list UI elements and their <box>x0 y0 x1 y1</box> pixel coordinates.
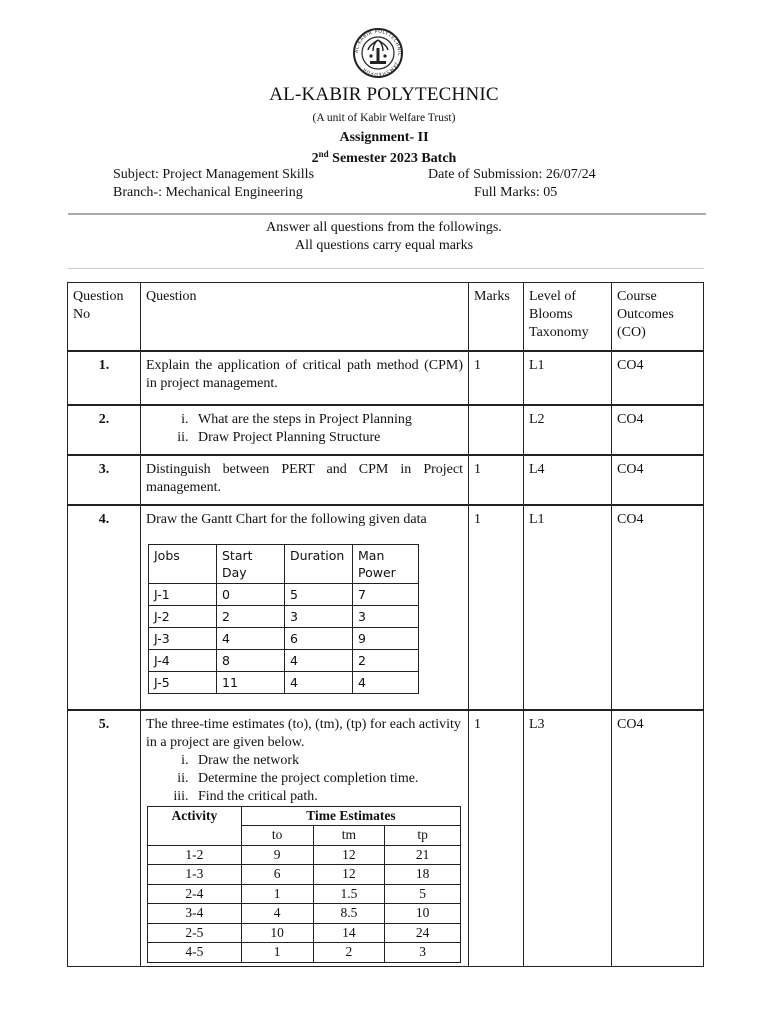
sub-item: ii. Draw Project Planning Structure <box>192 429 463 447</box>
header-question-no: Question No <box>68 283 141 351</box>
sub-item: ii. Determine the project completion time. <box>192 770 463 788</box>
question-marks: 1 <box>469 455 524 505</box>
te-cell: 24 <box>385 923 461 943</box>
gantt-row <box>149 627 419 649</box>
full-marks: Full Marks: 05 <box>474 185 558 200</box>
gantt-row <box>149 583 419 605</box>
te-cell: 2 <box>313 943 385 963</box>
te-cell: 14 <box>313 923 385 943</box>
gantt-cell: 4 <box>217 627 285 649</box>
te-cell: 21 <box>385 845 461 865</box>
te-cell: 1-3 <box>148 865 242 885</box>
sub-item: i. What are the steps in Project Planning <box>192 411 463 429</box>
question-co: CO4 <box>612 505 704 710</box>
question-number: 4. <box>68 505 141 710</box>
question-co: CO4 <box>612 405 704 455</box>
question-level: L3 <box>524 710 612 967</box>
gantt-cell: 5 <box>285 583 353 605</box>
te-cell: 1.5 <box>313 884 385 904</box>
te-row <box>148 904 461 924</box>
te-subheader: tm <box>313 826 385 846</box>
gantt-header-cell: Jobs <box>149 544 217 583</box>
te-cell: 12 <box>313 865 385 885</box>
te-row <box>148 884 461 904</box>
semester-batch: 2nd Semester 2023 Batch <box>311 149 457 166</box>
te-cell: 10 <box>241 923 313 943</box>
gantt-cell: 4 <box>353 671 419 693</box>
question-level: L4 <box>524 455 612 505</box>
te-row <box>148 923 461 943</box>
gantt-cell: 9 <box>353 627 419 649</box>
gantt-cell: 3 <box>353 605 419 627</box>
gantt-header-row <box>149 544 419 583</box>
time-estimates-table <box>147 806 461 963</box>
subject-label: Subject: Project Management Skills <box>113 167 315 182</box>
table-row <box>68 351 704 405</box>
gantt-cell: 4 <box>285 649 353 671</box>
header-course-outcomes: Course Outcomes (CO) <box>612 283 704 351</box>
institute-name: AL-KABIR POLYTECHNIC <box>269 84 499 105</box>
gantt-data-table <box>148 544 419 694</box>
gantt-header-cell: Start Day <box>217 544 285 583</box>
gantt-cell: 2 <box>217 605 285 627</box>
question-number: 3. <box>68 455 141 505</box>
sub-item: iii. Find the critical path. <box>192 788 463 806</box>
gantt-cell: J-4 <box>149 649 217 671</box>
college-seal-logo <box>352 26 404 80</box>
table-row <box>68 455 704 505</box>
table-row <box>68 505 704 710</box>
branch-label: Branch-: Mechanical Engineering <box>113 185 303 200</box>
gantt-row <box>149 605 419 627</box>
gantt-cell: J-3 <box>149 627 217 649</box>
te-subheader: to <box>241 826 313 846</box>
gantt-cell: 11 <box>217 671 285 693</box>
question-level: L1 <box>524 351 612 405</box>
gantt-cell: 8 <box>217 649 285 671</box>
header-blooms-level: Level of Blooms Taxonomy <box>524 283 612 351</box>
table-row <box>68 405 704 455</box>
gantt-cell: J-5 <box>149 671 217 693</box>
question-prompt: Draw the Gantt Chart for the following given data <box>146 511 427 527</box>
gantt-row <box>149 671 419 693</box>
question-marks <box>469 405 524 455</box>
te-cell: 9 <box>241 845 313 865</box>
gantt-cell: 0 <box>217 583 285 605</box>
gantt-cell: 4 <box>285 671 353 693</box>
unit-note: (A unit of Kabir Welfare Trust) <box>312 112 456 124</box>
te-cell: 6 <box>241 865 313 885</box>
divider-bottom <box>68 268 704 269</box>
te-subheader: tp <box>385 826 461 846</box>
svg-text:AL-KABIR POLYTECHNIC · JAMSHED: AL-KABIR POLYTECHNIC · JAMSHEDPUR · <box>354 29 402 77</box>
question-co: CO4 <box>612 455 704 505</box>
te-cell: 4 <box>241 904 313 924</box>
sub-item: i. Draw the network <box>192 752 463 770</box>
te-cell: 2-5 <box>148 923 242 943</box>
question-sub-items <box>146 411 463 447</box>
instruction-line-1: Answer all questions from the followings. <box>266 220 502 235</box>
gantt-header-cell: Duration <box>285 544 353 583</box>
question-number: 5. <box>68 710 141 967</box>
question-marks: 1 <box>469 710 524 967</box>
instruction-line-2: All questions carry equal marks <box>294 238 474 253</box>
gantt-cell: J-2 <box>149 605 217 627</box>
header-question: Question <box>141 283 469 351</box>
table-row <box>68 710 704 967</box>
question-text: Distinguish between PERT and CPM in Project management. <box>141 455 469 505</box>
question-sub-items <box>146 752 463 806</box>
te-row <box>148 943 461 963</box>
question-co: CO4 <box>612 710 704 967</box>
question-text <box>141 710 469 967</box>
te-header-row <box>148 806 461 826</box>
te-cell: 8.5 <box>313 904 385 924</box>
te-cell: 12 <box>313 845 385 865</box>
te-cell: 3 <box>385 943 461 963</box>
gantt-row <box>149 649 419 671</box>
gantt-cell: 3 <box>285 605 353 627</box>
question-number: 1. <box>68 351 141 405</box>
te-activity-header: Activity <box>148 806 242 845</box>
question-marks: 1 <box>469 351 524 405</box>
questions-table <box>67 282 704 967</box>
te-cell: 2-4 <box>148 884 242 904</box>
question-number: 2. <box>68 405 141 455</box>
te-cell: 3-4 <box>148 904 242 924</box>
gantt-header-cell: Man Power <box>353 544 419 583</box>
question-level: L1 <box>524 505 612 710</box>
header-marks: Marks <box>469 283 524 351</box>
gantt-cell: 2 <box>353 649 419 671</box>
gantt-cell: 7 <box>353 583 419 605</box>
question-marks: 1 <box>469 505 524 710</box>
question-prompt: The three-time estimates (to), (tm), (tp) for each activity in a project are given below. <box>146 716 461 750</box>
te-cell: 1 <box>241 943 313 963</box>
te-group-header: Time Estimates <box>241 806 460 826</box>
te-cell: 10 <box>385 904 461 924</box>
question-text: Explain the application of critical path method (CPM) in project management. <box>141 351 469 405</box>
assignment-title: Assignment- II <box>339 130 429 145</box>
te-cell: 18 <box>385 865 461 885</box>
te-cell: 5 <box>385 884 461 904</box>
question-co: CO4 <box>612 351 704 405</box>
te-row <box>148 845 461 865</box>
question-level: L2 <box>524 405 612 455</box>
te-cell: 1 <box>241 884 313 904</box>
question-text <box>141 405 469 455</box>
te-cell: 1-2 <box>148 845 242 865</box>
te-cell: 4-5 <box>148 943 242 963</box>
te-row <box>148 865 461 885</box>
gantt-cell: J-1 <box>149 583 217 605</box>
table-header-row <box>68 283 704 351</box>
question-text <box>141 505 469 710</box>
divider-top <box>68 213 706 215</box>
submission-date: Date of Submission: 26/07/24 <box>428 167 596 182</box>
gantt-cell: 6 <box>285 627 353 649</box>
